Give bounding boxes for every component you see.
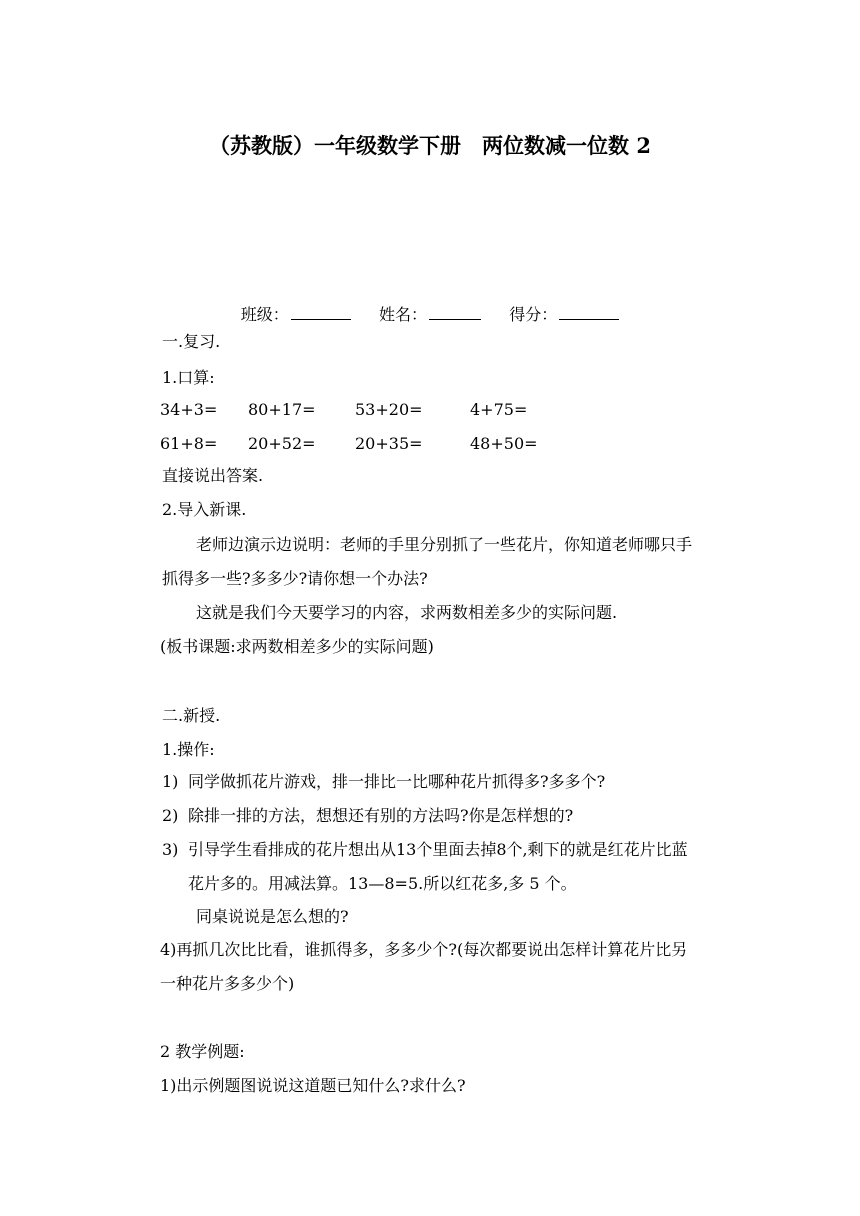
- item4-line2: 一种花片多多少个): [160, 974, 295, 993]
- arith-item: 53+20=: [355, 400, 423, 419]
- name-label: 姓名：: [378, 305, 427, 324]
- score-label: 得分：: [509, 305, 558, 324]
- section1-sub1: 1.口算:: [162, 368, 215, 387]
- para1-line2: 抓得多一些?多多少?请你想一个办法?: [162, 569, 428, 588]
- section2-heading: 二.新授.: [162, 706, 221, 725]
- section1-heading: 一.复习.: [162, 332, 221, 351]
- arith-item: 34+3=: [160, 400, 218, 419]
- list-item-text: 除排一排的方法，想想还有别的方法吗?你是怎样想的?: [188, 806, 574, 825]
- para1-line1: 老师边演示边说明：老师的手里分别抓了一些花片，你知道老师哪只手: [196, 535, 693, 554]
- list-item-number: 2): [162, 806, 179, 825]
- para2: 这就是我们今天要学习的内容，求两数相差多少的实际问题.: [196, 603, 618, 622]
- section2-sub1: 1.操作:: [162, 740, 215, 759]
- section1-sub2: 2.导入新课.: [162, 500, 247, 519]
- list-item-continuation: 花片多的。用减法算。13—8=5.所以红花多,多 5 个。: [188, 874, 577, 893]
- example-question: 1)出示例题图说说这道题已知什么?求什么?: [160, 1076, 466, 1095]
- score-blank: [559, 305, 619, 320]
- list-item-text: 同学做抓花片游戏，排一排比一比哪种花片抓得多?多多个?: [188, 772, 606, 791]
- name-blank: [429, 305, 481, 320]
- arith-item: 80+17=: [248, 400, 316, 419]
- arith-item: 20+35=: [355, 434, 423, 453]
- arith-item: 20+52=: [248, 434, 316, 453]
- class-blank: [291, 305, 351, 320]
- student-info-line: [0, 302, 860, 325]
- direct-answer-text: 直接说出答案.: [162, 466, 264, 485]
- board-title: (板书课题:求两数相差多少的实际问题): [160, 637, 434, 656]
- arith-item: 48+50=: [470, 434, 538, 453]
- class-label: 班级：: [240, 305, 289, 324]
- list-item-text: 引导学生看排成的花片想出从13个里面去掉8个,剩下的就是红花片比蓝: [188, 840, 688, 859]
- list-item-number: 1): [162, 772, 179, 791]
- item4-line1: 4)再抓几次比比看，谁抓得多，多多少个?(每次都要说出怎样计算花片比另: [160, 940, 688, 959]
- arith-item: 61+8=: [160, 434, 218, 453]
- page-title: （苏教版）一年级数学下册 两位数减一位数 2: [209, 133, 651, 158]
- desk-discussion: 同桌说说是怎么想的?: [196, 907, 349, 926]
- section2-sub2: 2 教学例题:: [160, 1042, 245, 1061]
- arith-item: 4+75=: [470, 400, 528, 419]
- list-item-number: 3): [162, 840, 179, 859]
